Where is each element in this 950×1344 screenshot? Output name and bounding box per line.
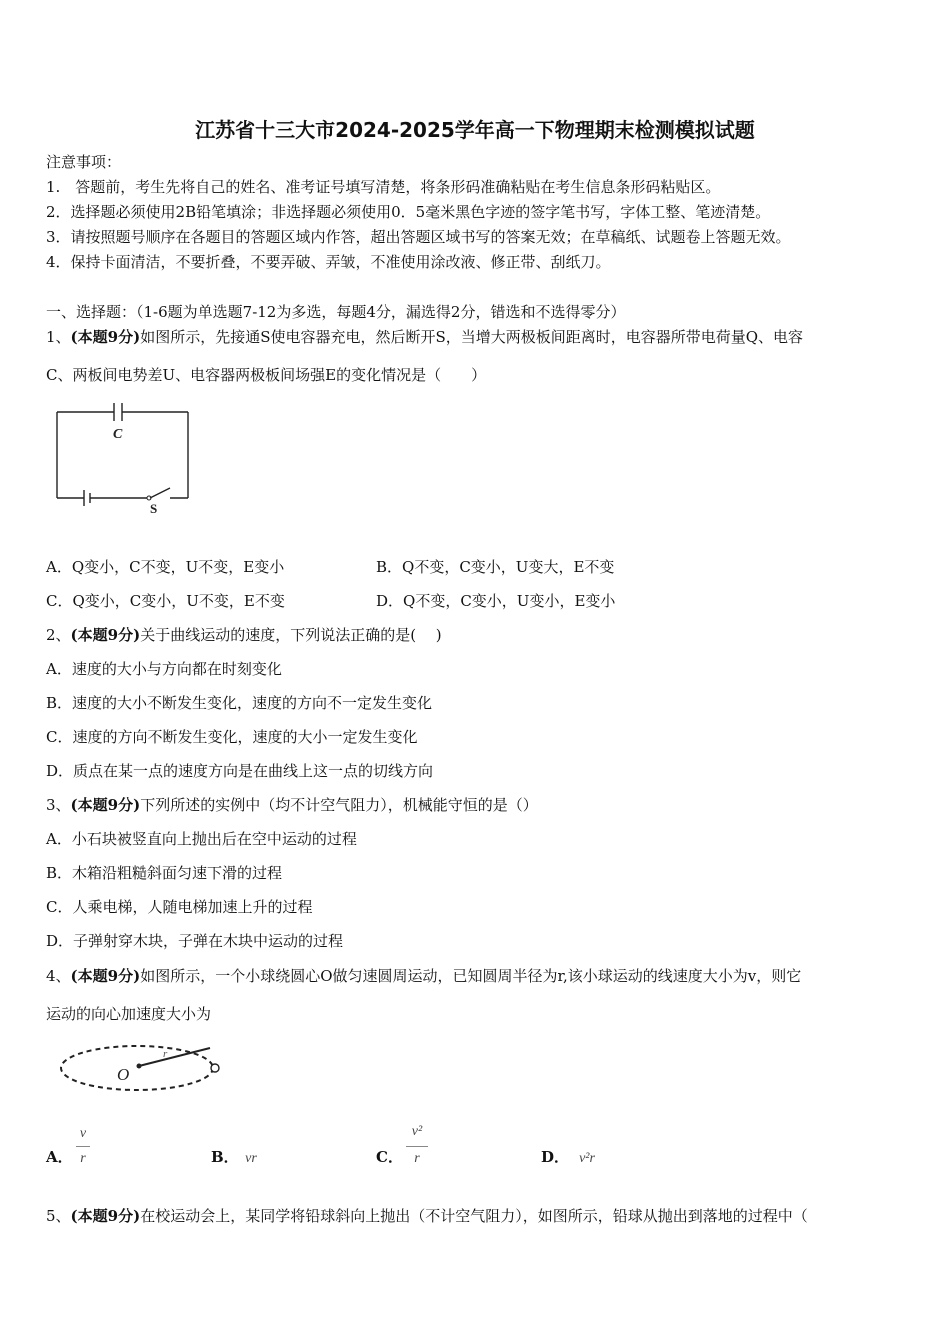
q4-option-a-denominator: r: [80, 1151, 86, 1166]
q2-option-d[interactable]: D．质点在某一点的速度方向是在曲线上这一点的切线方向: [46, 762, 434, 780]
q3-option-a[interactable]: A．小石块被竖直向上抛出后在空中运动的过程: [46, 830, 357, 848]
notice-item-3: 3．请按照题号顺序在各题目的答题区域内作答，超出答题区域书写的答案无效；在草稿纸、试题卷上答题无效。: [46, 228, 791, 246]
q5-score: (本题9分): [70, 1207, 141, 1225]
center-label: O: [117, 1065, 130, 1084]
q1-option-b[interactable]: B．Q不变，C变小，U变大，E不变: [376, 558, 615, 576]
q1-stem-line2: C、两板间电势差U、电容器两极板间场强E的变化情况是（ ）: [46, 366, 487, 384]
q2-score: (本题9分): [70, 626, 141, 644]
q3-option-d[interactable]: D．子弹射穿木块，子弹在木块中运动的过程: [46, 932, 344, 950]
q1-text: 如图所示，先接通S使电容器充电，然后断开S，当增大两极板间距离时，电容器所带电荷量Q、电容: [140, 328, 804, 346]
page-title: 江苏省十三大市2024-2025学年高一下物理期末检测模拟试题: [195, 118, 755, 142]
q2-option-c[interactable]: C．速度的方向不断发生变化，速度的大小一定发生变化: [46, 728, 418, 746]
q3-option-c[interactable]: C．人乘电梯，人随电梯加速上升的过程: [46, 898, 313, 916]
q4-number: 4、: [46, 967, 71, 985]
q2-option-a[interactable]: A．速度的大小与方向都在时刻变化: [46, 660, 282, 678]
q4-option-c-denominator: r: [414, 1151, 420, 1166]
q4-option-d-label[interactable]: D．: [541, 1148, 570, 1166]
capacitor-label: C: [113, 427, 123, 442]
capacitor-circuit-figure: [52, 400, 197, 518]
q4-score: (本题9分): [70, 967, 141, 985]
notice-item-1: 1. 答题前，考生先将自己的姓名、准考证号填写清楚，将条形码准确粘贴在考生信息条形码粘贴区。: [46, 178, 721, 196]
q4-option-b-expression: vr: [245, 1151, 257, 1166]
q1-number: 1、: [46, 328, 71, 346]
q4-option-a-label[interactable]: A．: [46, 1148, 73, 1166]
q3-score: (本题9分): [70, 796, 141, 814]
notice-item-2: 2．选择题必须使用2B铅笔填涂；非选择题必须使用0．5毫米黑色字迹的签字笔书写，字体工整、笔迹清楚。: [46, 203, 771, 221]
q4-option-b-label[interactable]: B．: [211, 1148, 239, 1166]
q5-text: 在校运动会上，某同学将铅球斜向上抛出（不计空气阻力），如图所示，铅球从抛出到落地的过程中（: [140, 1207, 808, 1225]
q4-text: 如图所示，一个小球绕圆心O做匀速圆周运动，已知圆周半径为r,该小球运动的线速度大小为v，则它: [140, 967, 802, 985]
q4-option-d-expression: v²r: [579, 1151, 595, 1166]
q4-stem-line1: [46, 966, 801, 986]
switch-label: S: [150, 501, 158, 516]
q4-option-a-fraction-bar: [76, 1146, 90, 1147]
q4-option-c-label[interactable]: C．: [376, 1148, 403, 1166]
q1-option-c[interactable]: C．Q变小，C变小，U不变，E不变: [46, 592, 285, 610]
q3-stem: [46, 795, 538, 815]
q4-option-c-fraction-bar: [406, 1146, 428, 1147]
q2-number: 2、: [46, 626, 71, 644]
q4-option-a-numerator: v: [79, 1126, 87, 1141]
q2-stem: [46, 625, 442, 645]
q1-option-d[interactable]: D．Q不变，C变小，U变小，E变小: [376, 592, 616, 610]
q4-stem-line2: 运动的向心加速度大小为: [46, 1005, 212, 1023]
section-heading: 一、选择题：（1-6题为单选题7-12为多选，每题4分，漏选得2分，错选和不选得零分）: [46, 303, 626, 321]
q1-option-a[interactable]: A．Q变小，C不变，U不变，E变小: [46, 558, 285, 576]
q1-stem-line1: [46, 327, 803, 347]
q5-stem-line1: [46, 1206, 808, 1226]
q3-option-b[interactable]: B．木箱沿粗糙斜面匀速下滑的过程: [46, 864, 283, 882]
notice-heading: 注意事项：: [46, 153, 122, 171]
circular-motion-figure: [55, 1040, 225, 1096]
q3-number: 3、: [46, 796, 71, 814]
q5-number: 5、: [46, 1207, 71, 1225]
notice-item-4: 4．保持卡面清洁，不要折叠，不要弄破、弄皱，不准使用涂改液、修正带、刮纸刀。: [46, 253, 611, 271]
radius-label: r: [163, 1048, 168, 1060]
q2-text: 关于曲线运动的速度，下列说法正确的是( ): [140, 626, 442, 644]
q3-text: 下列所述的实例中（均不计空气阻力），机械能守恒的是（）: [140, 796, 538, 814]
q1-score: (本题9分): [70, 328, 141, 346]
q2-option-b[interactable]: B．速度的大小不断发生变化，速度的方向不一定发生变化: [46, 694, 433, 712]
q4-option-c-numerator: v²: [411, 1124, 423, 1139]
